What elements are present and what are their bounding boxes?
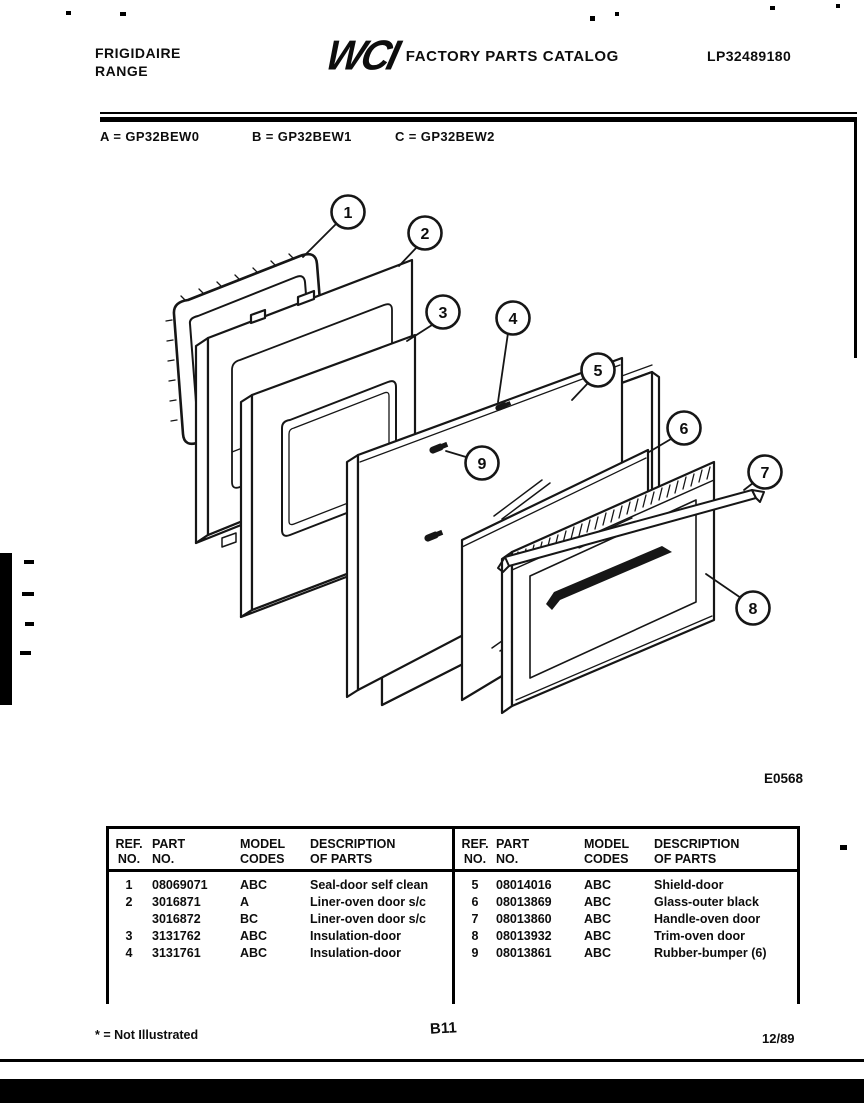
svg-text:8: 8 (748, 601, 758, 618)
table-row: 7 08013860 ABC Handle-oven door (471, 911, 761, 926)
table-row: 2 3016871 A Liner-oven door s/c (125, 894, 426, 909)
svg-text:1: 1 (343, 205, 353, 222)
svg-text:6: 6 (679, 421, 689, 438)
brand-name: FRIGIDAIRE (95, 45, 181, 61)
svg-text:5: 5 (593, 363, 603, 380)
callout-8 (737, 592, 770, 625)
callout-9 (466, 447, 499, 480)
model-code-b: B = GP32BEW1 (252, 129, 352, 144)
svg-text:9: 9 (477, 456, 487, 473)
svg-text:3: 3 (438, 305, 448, 322)
table-row: 4 3131761 ABC Insulation-door (125, 945, 401, 960)
table-row: 8 08013932 ABC Trim-oven door (471, 928, 745, 943)
table-row: 9 08013861 ABC Rubber-bumper (6) (471, 945, 767, 960)
model-code-a: A = GP32BEW0 (100, 129, 200, 144)
table-row: 1 08069071 ABC Seal-door self clean (125, 877, 429, 892)
callout-6 (668, 412, 701, 445)
table-header: REF. NO. PART NO. MODEL CODES DESCRIPTION OF PARTS (115, 837, 396, 866)
table-row: 3016872 BC Liner-oven door s/c (152, 911, 426, 926)
callout-2 (409, 217, 442, 250)
not-illustrated-note: * = Not Illustrated (95, 1028, 199, 1042)
parts-table-right (454, 832, 797, 1004)
table-header: REF. NO. PART NO. MODEL CODES DESCRIPTION OF PARTS (461, 837, 740, 866)
scan-speckle (840, 845, 847, 850)
page-code: B11 (429, 1019, 458, 1038)
footer-rule (0, 1059, 864, 1062)
catalog-title: FACTORY PARTS CATALOG (405, 48, 619, 65)
table-row: 5 08014016 ABC Shield-door (471, 877, 724, 892)
callout-1 (332, 196, 365, 229)
svg-text:4: 4 (508, 311, 518, 328)
footer-date: 12/89 (762, 1031, 795, 1046)
table-row: 3 3131762 ABC Insulation-door (125, 928, 401, 943)
table-row: 6 08013869 ABC Glass-outer black (471, 894, 759, 909)
callout-3 (427, 296, 460, 329)
svg-text:7: 7 (760, 465, 770, 482)
model-code-c: C = GP32BEW2 (395, 129, 495, 144)
callout-4 (497, 302, 530, 335)
figure-code: E0568 (763, 771, 803, 786)
svg-text:2: 2 (420, 226, 430, 243)
brand-product: RANGE (95, 63, 149, 79)
parts-table-left (106, 832, 452, 1004)
table-border-right (797, 826, 800, 1004)
callout-7 (749, 456, 782, 489)
callout-5 (582, 354, 615, 387)
document-number: LP32489180 (707, 48, 792, 64)
bottom-scan-band (0, 1079, 864, 1103)
wci-logo: WCI (321, 32, 402, 80)
